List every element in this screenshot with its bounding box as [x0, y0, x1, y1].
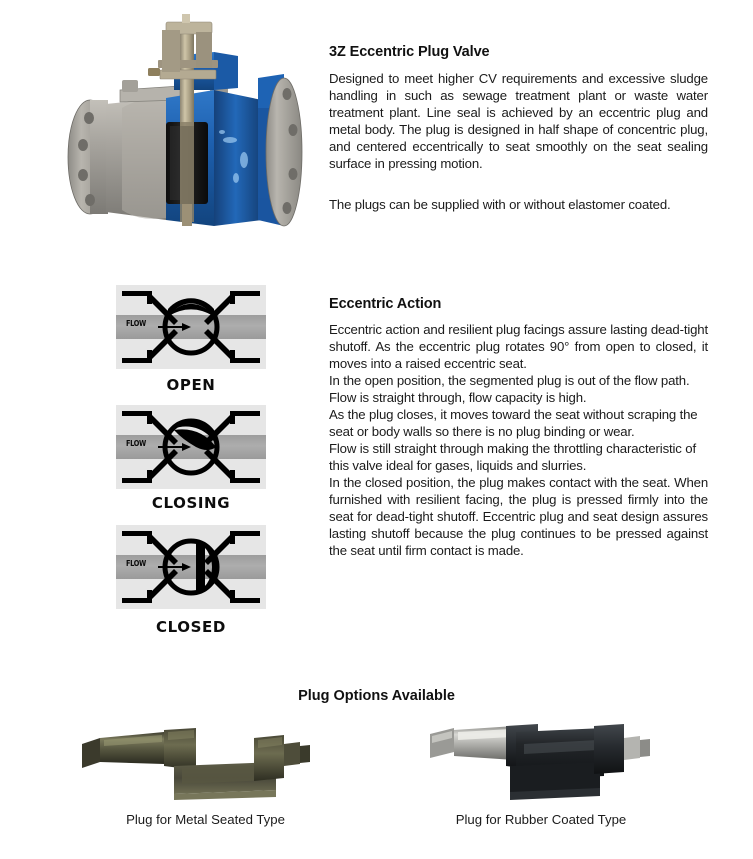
- intro-paragraph-1: Designed to meet higher CV requirements and excessive sludge handling in such as sewage treatment plant or waste water treatment plant. Line seal is achieved by an eccentric plug and metal body. The plug is designed in half shape of concentric plug, and centered eccentrically to seat smoothly on the seat sealing surface in pressing motion.: [329, 71, 708, 172]
- eccentric-action-paragraph-5: In the closed position, the plug makes contact with the seat. When furnished with resilient facing, the plug is pressed firmly into the seat for dead-tight shutoff. Eccentric plug and seat design assures lasting shutoff because the plug continues to be pressed against the seat until firm contact is made.: [329, 475, 708, 559]
- flow-arrow-icon-closing: [158, 442, 192, 452]
- flow-diagram-closed: [116, 525, 266, 609]
- flow-label-closing: FLOW: [126, 439, 146, 448]
- flow-label-closed: FLOW: [126, 559, 146, 568]
- flow-arrow-icon-open: [158, 322, 192, 332]
- plug-caption-rubber-coated: Plug for Rubber Coated Type: [455, 812, 627, 827]
- rubber-coated-plug-illustration: [428, 718, 654, 800]
- page-title-eccentric-plug-valve: 3Z Eccentric Plug Valve: [329, 44, 490, 60]
- eccentric-action-paragraph-1: Eccentric action and resilient plug facings assure lasting dead-tight shutoff. As the eccentric plug rotates 90° from open to closed, it moves into a raised eccentric seat.: [329, 322, 708, 372]
- flow-diagram-closing: [116, 405, 266, 489]
- plug-options-title: Plug Options Available: [298, 688, 455, 704]
- eccentric-action-paragraph-3: As the plug closes, it moves toward the seat without scraping the seat or body walls so there is no plug binding or wear.: [329, 407, 698, 440]
- eccentric-action-paragraph-2: In the open position, the segmented plug is out of the flow path. Flow is straight through, flow capacity is high.: [329, 373, 690, 406]
- flow-diagram-open: [116, 285, 266, 369]
- flow-label-open: FLOW: [126, 319, 146, 328]
- rubber-coated-plug-photo: [428, 718, 654, 805]
- eccentric-action-paragraph-4: Flow is still straight through making the throttling characteristic of this valve ideal for gases, liquids and slurries.: [329, 441, 696, 474]
- section-heading-eccentric-action: Eccentric Action: [329, 296, 442, 312]
- diagram-caption-closed: CLOSED: [156, 618, 226, 636]
- metal-seated-plug-illustration: [78, 718, 333, 800]
- diagram-caption-open: OPEN: [166, 376, 216, 394]
- valve-photo: [62, 12, 310, 244]
- metal-seated-plug-photo: [78, 718, 333, 805]
- diagram-caption-closing: CLOSING: [151, 494, 231, 512]
- valve-cutaway-illustration: [62, 12, 310, 244]
- flow-arrow-icon-closed: [158, 562, 192, 572]
- plug-caption-metal-seated: Plug for Metal Seated Type: [126, 812, 285, 827]
- intro-paragraph-2: The plugs can be supplied with or without elastomer coated.: [329, 197, 671, 212]
